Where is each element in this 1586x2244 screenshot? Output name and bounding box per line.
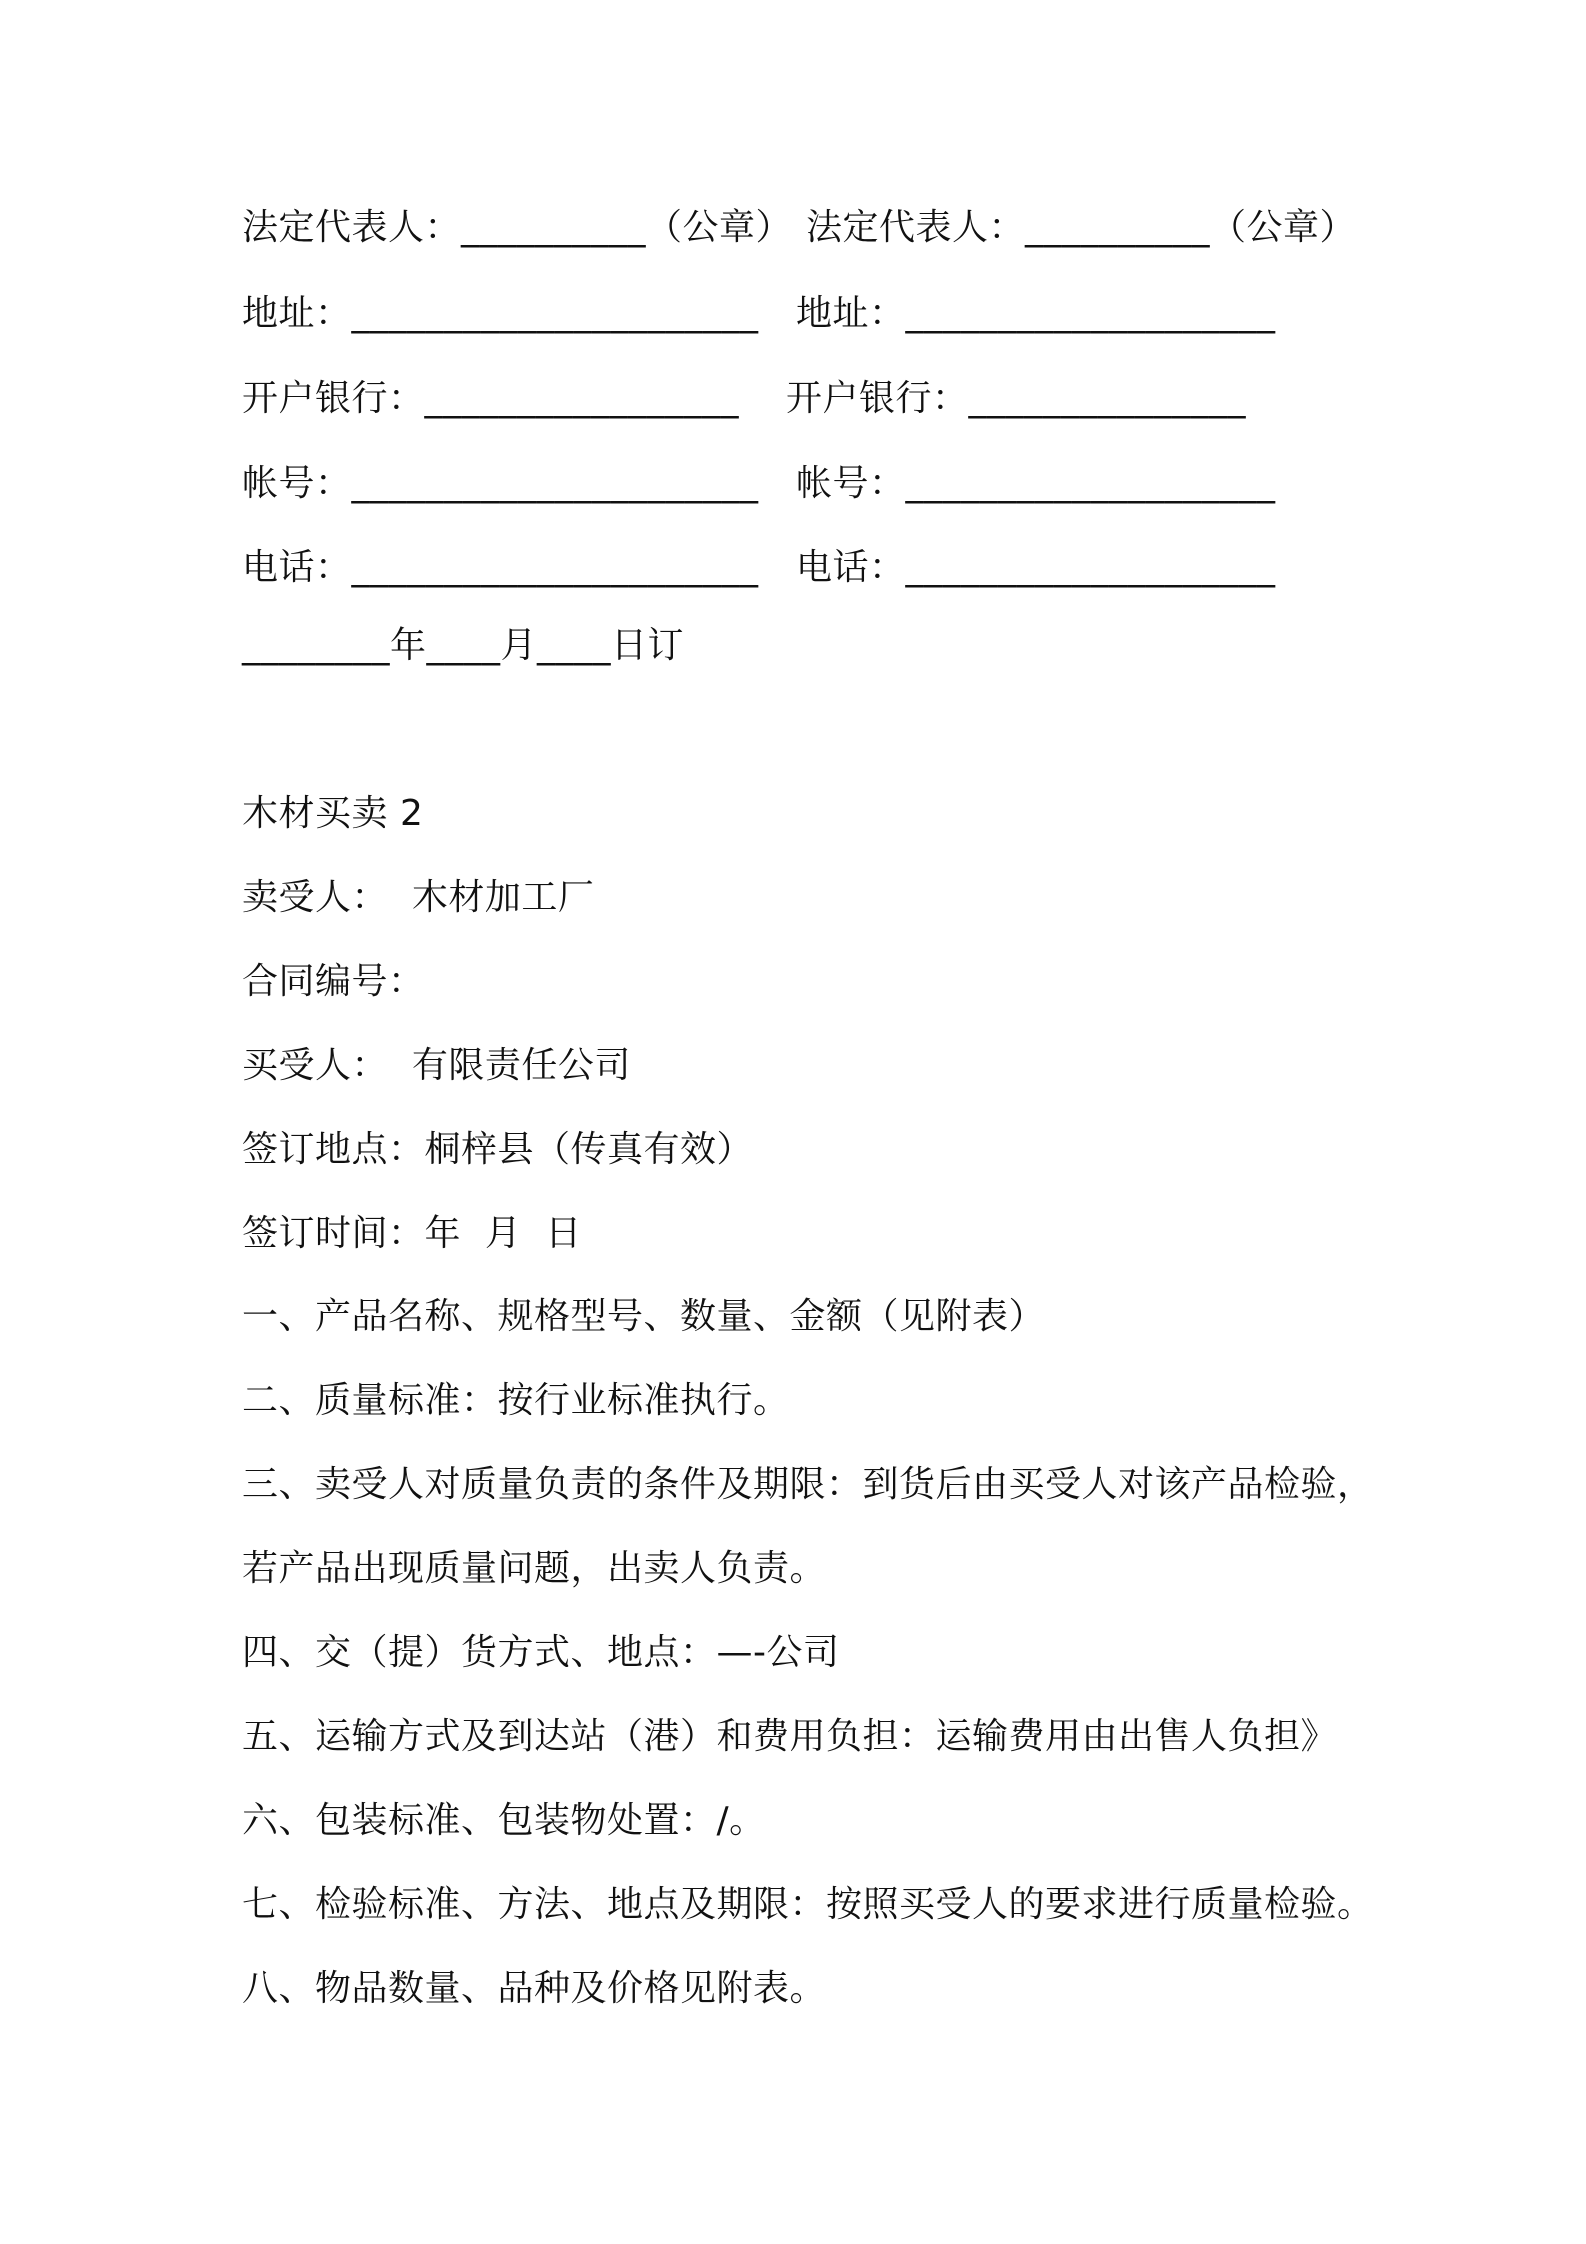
seller-line: 卖受人： 木材加工厂 bbox=[242, 877, 595, 918]
buyer-line: 买受人： 有限责任公司 bbox=[242, 1045, 631, 1086]
legal-rep-right: 法定代表人：__________（公章） bbox=[806, 207, 1357, 248]
phone-right: 电话：____________________ bbox=[796, 547, 1276, 588]
clause-2: 二、质量标准：按行业标准执行。 bbox=[242, 1380, 790, 1421]
contract-title: 木材买卖 2 bbox=[242, 793, 424, 834]
phone-left: 电话：______________________ bbox=[242, 547, 759, 588]
address-left: 地址：______________________ bbox=[242, 293, 759, 334]
signing-time-line: 签订时间：年 月 日 bbox=[242, 1213, 582, 1254]
address-right: 地址：____________________ bbox=[796, 293, 1276, 334]
signing-place-line: 签订地点：桐梓县（传真有效） bbox=[242, 1129, 754, 1170]
clause-1: 一、产品名称、规格型号、数量、金额（见附表） bbox=[242, 1296, 1046, 1337]
account-left: 帐号：______________________ bbox=[242, 463, 759, 504]
bank-left: 开户银行：_________________ bbox=[242, 378, 740, 419]
bank-right: 开户银行：_______________ bbox=[786, 378, 1247, 419]
account-right: 帐号：____________________ bbox=[796, 463, 1276, 504]
clause-3-continued: 若产品出现质量问题，出卖人负责。 bbox=[242, 1548, 827, 1589]
clause-6: 六、包装标准、包装物处置：/。 bbox=[242, 1800, 766, 1841]
clause-8: 八、物品数量、品种及价格见附表。 bbox=[242, 1968, 827, 2009]
clause-4: 四、交（提）货方式、地点：—-公司 bbox=[242, 1632, 840, 1673]
signing-date: ________年____月____日订 bbox=[242, 625, 685, 666]
clause-3: 三、卖受人对质量负责的条件及期限：到货后由买受人对该产品检验， bbox=[242, 1464, 1374, 1505]
clause-7: 七、检验标准、方法、地点及期限：按照买受人的要求进行质量检验。 bbox=[242, 1884, 1374, 1925]
legal-rep-left: 法定代表人：__________（公章） bbox=[242, 207, 793, 248]
clause-5: 五、运输方式及到达站（港）和费用负担：运输费用由出售人负担》 bbox=[242, 1716, 1338, 1757]
contract-number-line: 合同编号： bbox=[242, 961, 425, 1002]
